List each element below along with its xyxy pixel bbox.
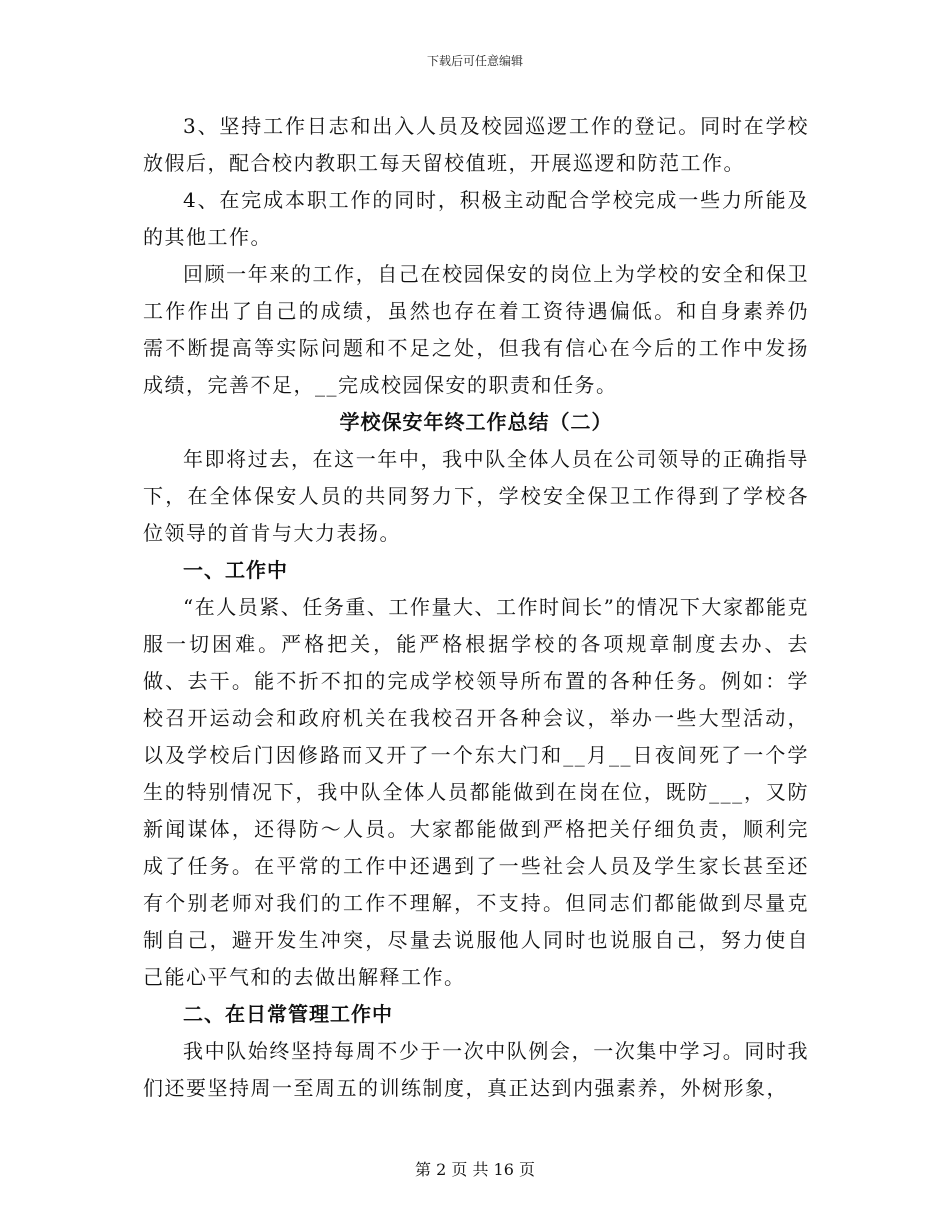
- paragraph-review: 回顾一年来的工作，自己在校园保安的岗位上为学校的安全和保卫工作作出了自己的成绩，虽然也存在着工资待遇偏低。和自身素养仍需不断提高等实际问题和不足之处，但我有信心在今后的工作中发扬成绩，完善不足，__完成校园保安的职责和任务。: [143, 262, 809, 397]
- document-body: [143, 108, 809, 1107]
- section-title: 学校保安年终工作总结（二）: [339, 410, 613, 434]
- page-footer: 第 2 页 共 16 页: [415, 1160, 535, 1179]
- paragraph-work: “在人员紧、任务重、工作量大、工作时间长”的情况下大家都能克服一切困难。严格把关，能严格根据学校的各项规章制度去办、去做、去干。能不折不扣的完成学校领导所布置的各种任务。例如：学校召开运动会和政府机关在我校召开各种会议，举办一些大型活动，以及学校后门因修路而又开了一个东大门和__月__日夜间死了一个学生的特别情况下，我中队全体人员都能做到在岗在位，既防___，又防新闻谋体，还得防～人员。大家都能做到严格把关仔细负责，顺利完成了任务。在平常的工作中还遇到了一些社会人员及学生家长甚至还有个别老师对我们的工作不理解，不支持。但同志们都能做到尽量克制自己，避开发生冲突，尽量去说服他人同时也说服自己，努力使自己能心平气和的去做出解释工作。: [143, 595, 809, 989]
- paragraph-intro: 年即将过去，在这一年中，我中队全体人员在公司领导的正确指导下，在全体保安人员的共同努力下，学校安全保卫工作得到了学校各位领导的首肯与大力表扬。: [143, 447, 809, 545]
- page-header: 下载后可任意编辑: [426, 54, 523, 68]
- heading-work: 一、工作中: [183, 558, 288, 582]
- paragraph-item-3: 3、坚持工作日志和出入人员及校园巡逻工作的登记。同时在学校放假后，配合校内教职工每天留校值班，开展巡逻和防范工作。: [143, 114, 809, 175]
- paragraph-item-4: 4、在完成本职工作的同时，积极主动配合学校完成一些力所能及的其他工作。: [143, 188, 809, 249]
- paragraph-daily-management: 我中队始终坚持每周不少于一次中队例会，一次集中学习。同时我们还要坚持周一至周五的训练制度，真正达到内强素养，外树形象，: [143, 1039, 809, 1100]
- heading-daily-management: 二、在日常管理工作中: [183, 1002, 393, 1026]
